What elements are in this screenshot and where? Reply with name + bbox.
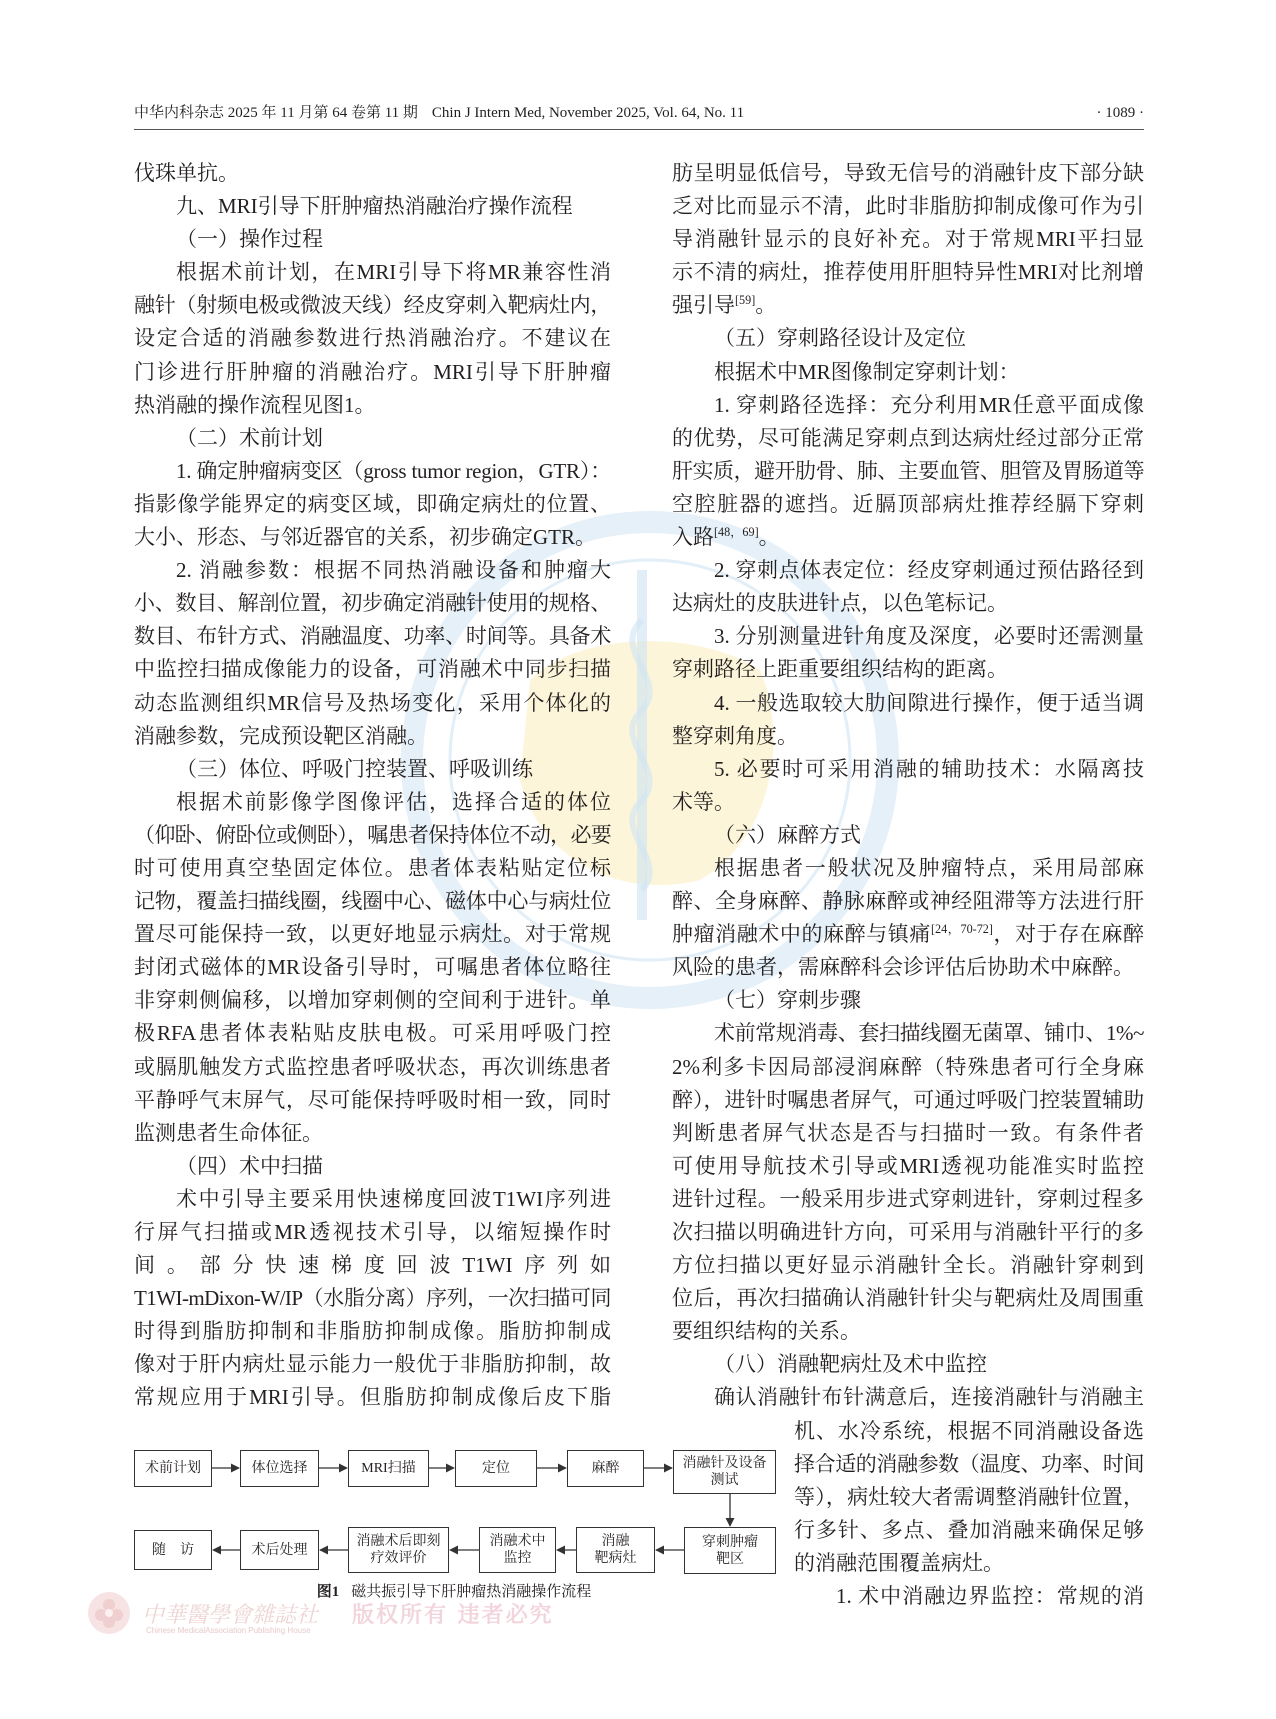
flow-step-intraop-monitor (479, 1527, 556, 1573)
body-line: 消融参数，完成预设靶区消融。 (134, 723, 428, 748)
citation-ref: [24，70-72] (930, 922, 993, 937)
line-text: 肿瘤消融术中的麻醉与镇痛 (672, 922, 931, 947)
body-line: 5. 必要时可采用消融的辅助技术：水隔离技 (714, 756, 1144, 781)
body-line: 数目、布针方式、消融温度、功率、时间等。具备术 (134, 624, 611, 649)
body-line: 平静呼气末屏气，尽可能保持呼吸时相一致，同时 (134, 1087, 611, 1112)
body-line: 醉、全身麻醉、静脉麻醉或神经阻滞等方法进行肝 (672, 889, 1144, 914)
body-line: 风险的患者，需麻醉科会诊评估后协助术中麻醉。 (672, 955, 1134, 980)
body-line: 导消融针显示的良好补充。对于常规MRI平扫显 (672, 227, 1144, 252)
body-line: 根据术中MR图像制定穿刺计划： (714, 359, 1020, 384)
figure-label: 图1 (316, 1584, 340, 1600)
body-line: 置尽可能保持一致，以更好地显示病灶。对于常规 (134, 922, 611, 947)
flow-step-label: 消融术后即刻 (356, 1534, 441, 1549)
flowchart-figure (130, 1440, 780, 1580)
subsection-heading: （四）术中扫描 (176, 1153, 323, 1178)
flow-step-label: 麻醉 (591, 1461, 620, 1476)
body-line: 的优势，尽可能满足穿刺点到达病灶经过部分正常 (672, 425, 1144, 450)
body-line: 要组织结构的关系。 (672, 1319, 861, 1344)
body-line: 间。部分快速梯度回波T1WI序列如 (134, 1253, 611, 1278)
journal-title-cn: 中华内科杂志 2025 年 11 月第 64 卷第 11 期 (134, 105, 418, 121)
running-header (134, 102, 744, 124)
body-line: 融针（射频电极或微波天线）经皮穿刺入靶病灶内， (134, 293, 611, 318)
body-line: 2%利多卡因局部浸润麻醉（特殊患者可行全身麻 (672, 1054, 1144, 1079)
flow-step-anesthesia (567, 1450, 644, 1487)
body-line: 时可使用真空垫固定体位。患者体表粘贴定位标 (134, 855, 611, 880)
line-text: 入路 (672, 525, 714, 550)
flow-step-label: 消融 (601, 1534, 630, 1549)
flow-step-label: 疗效评价 (370, 1551, 427, 1566)
flow-step-label: 定位 (482, 1461, 510, 1476)
left-column (134, 157, 611, 1415)
body-line: 判断患者屏气状态是否与扫描时一致。有条件者 (672, 1120, 1144, 1145)
body-line: 行屏气扫描或MR透视技术引导，以缩短操作时 (134, 1220, 611, 1244)
line-text: ，对于存在麻醉 (992, 922, 1144, 947)
body-line: 极RFA患者体表粘贴皮肤电极。可采用呼吸门控 (134, 1021, 611, 1046)
body-line: 封闭式磁体的MR设备引导时，可嘱患者体位略往 (134, 955, 611, 980)
flow-step-label: 术前计划 (145, 1461, 201, 1476)
body-line: 术中引导主要采用快速梯度回波T1WI序列进 (176, 1186, 611, 1211)
body-line: 醉），进针时嘱患者屏气，可通过呼吸门控装置辅助 (672, 1087, 1144, 1112)
body-line: 小、数目、解剖位置，初步确定消融针使用的规格、 (134, 591, 611, 616)
body-line: 达病灶的皮肤进针点，以色笔标记。 (672, 591, 1008, 616)
body-line: 根据患者一般状况及肿瘤特点，采用局部麻 (714, 855, 1144, 880)
body-line: 肝实质，避开肋骨、肺、主要血管、胆管及胃肠道等 (672, 458, 1144, 483)
body-line: 1. 穿刺路径选择：充分利用MR任意平面成像 (714, 392, 1144, 417)
right-column (672, 157, 1144, 1613)
body-line: 热消融的操作流程见图1。 (134, 392, 376, 417)
body-line: 动态监测组织MR信号及热场变化，采用个体化的 (134, 690, 611, 715)
body-line: 设定合适的消融参数进行热消融治疗。不建议在 (134, 326, 611, 351)
figure-caption-text: 磁共振引导下肝肿瘤热消融操作流程 (351, 1584, 592, 1600)
flow-step-localization (455, 1450, 537, 1487)
line-text: 强引导 (672, 293, 735, 318)
flow-step-label: 术后处理 (251, 1542, 308, 1558)
flow-step-postop-care (240, 1530, 319, 1570)
body-line: 机、水冷系统，根据不同消融设备选 (794, 1418, 1144, 1443)
body-line: 4. 一般选取较大肋间隙进行操作，便于适当调 (714, 690, 1144, 715)
body-line: 或膈肌触发方式监控患者呼吸状态，再次训练患者 (134, 1054, 611, 1079)
body-line: 整穿刺角度。 (672, 723, 798, 748)
body-line: 中监控扫描成像能力的设备，可消融术中同步扫描 (134, 657, 611, 682)
body-line: 确认消融针布针满意后，连接消融针与消融主 (714, 1385, 1144, 1410)
body-line: 非穿刺侧偏移，以增加穿刺侧的空间利于进针。单 (134, 988, 611, 1013)
subsection-heading: （八）消融靶病灶及术中监控 (714, 1352, 987, 1377)
body-line: 时得到脂肪抑制和非脂肪抑制成像。脂肪抑制成 (134, 1319, 611, 1344)
flow-step-needle-test (673, 1450, 776, 1494)
journal-title-en: Chin J Intern Med, November 2025, Vol. 64, No. 11 (431, 105, 745, 121)
body-line: 记物，覆盖扫描线圈，线圈中心、磁体中心与病灶位 (134, 889, 611, 914)
flow-step-label: 监控 (503, 1551, 532, 1566)
body-line: 监测患者生命体征。 (134, 1120, 323, 1145)
body-line: 术等。 (672, 789, 735, 814)
citation-ref: [48，69] (714, 525, 759, 540)
body-line: 常规应用于MRI引导。但脂肪抑制成像后皮下脂 (134, 1385, 611, 1410)
flow-step-puncture (684, 1527, 776, 1574)
body-line: 3. 分别测量进针角度及深度，必要时还需测量 (714, 624, 1144, 649)
body-line: 的消融范围覆盖病灶。 (794, 1550, 1004, 1575)
line-text: 。 (758, 525, 780, 550)
flow-step-label: 测试 (710, 1473, 739, 1488)
body-line: 门诊进行肝肿瘤的消融治疗。MRI引导下肝肿瘤 (134, 359, 611, 384)
body-line: 像对于肝内病灶显示能力一般优于非脂肪抑制，故 (134, 1352, 611, 1377)
body-line: 等），病灶较大者需调整消融针位置， (794, 1484, 1144, 1509)
body-line: 穿刺路径上距重要组织结构的距离。 (672, 657, 1008, 682)
body-line: 伐珠单抗。 (134, 161, 239, 185)
body-line: （仰卧、俯卧位或侧卧），嘱患者保持体位不动，必要 (134, 822, 611, 847)
body-line: 择合适的消融参数（温度、功率、时间 (794, 1451, 1144, 1476)
flow-step-label: 随访 (152, 1542, 208, 1558)
body-line: 行多针、多点、叠加消融来确保足够 (794, 1517, 1144, 1542)
publisher-name-cn: 中華醫學會雜誌社 (142, 1603, 319, 1628)
body-line (672, 521, 1144, 554)
subsection-heading: （三）体位、呼吸门控装置、呼吸训练 (176, 756, 533, 781)
subsection-heading: （六）麻醉方式 (714, 822, 861, 847)
flow-step-label: 消融针及设备 (682, 1456, 767, 1471)
flow-step-positioning (240, 1450, 319, 1487)
body-line: 位后，再次扫描确认消融针针尖与靶病灶及周围重 (672, 1286, 1144, 1311)
body-line: 示不清的病灶，推荐使用肝胆特异性MRI对比剂增 (672, 260, 1144, 285)
flow-step-label: MRI扫描 (361, 1461, 416, 1476)
body-line (672, 918, 1144, 951)
body-line: 乏对比而显示不清，此时非脂肪抑制成像可作为引 (672, 194, 1144, 219)
flow-step-label: 体位选择 (251, 1461, 308, 1476)
flow-step-ablate-target (576, 1527, 655, 1573)
flow-step-preop-plan (134, 1450, 212, 1487)
body-line: 次扫描以明确进针方向，可采用与消融针平行的多 (672, 1220, 1144, 1244)
body-line: 空腔脏器的遮挡。近膈顶部病灶推荐经膈下穿刺 (672, 491, 1144, 516)
body-line: 根据术前影像学图像评估，选择合适的体位 (176, 789, 611, 814)
flow-step-label: 靶病灶 (594, 1551, 637, 1566)
body-line (672, 289, 1144, 322)
subsection-heading: （二）术前计划 (176, 425, 323, 450)
body-line: 1. 术中消融边界监控：常规的消 (836, 1584, 1144, 1609)
subsection-heading: （一）操作过程 (176, 227, 323, 252)
flow-step-follow-up (134, 1530, 212, 1570)
body-line: 指影像学能界定的病变区域，即确定病灶的位置、 (134, 491, 611, 516)
publisher-name-en: Chinese MedicalAssociation Publishing House (146, 1626, 311, 1635)
subsection-heading: （七）穿刺步骤 (714, 988, 861, 1013)
body-line: T1WI-mDixon-W/IP（水脂分离）序列，一次扫描可同 (134, 1286, 611, 1311)
flow-step-mri-scan (348, 1450, 429, 1487)
header-rule (134, 129, 1144, 130)
body-line: 2. 消融参数：根据不同热消融设备和肿瘤大 (176, 558, 611, 583)
body-line: 肪呈明显低信号，导致无信号的消融针皮下部分缺 (672, 161, 1144, 185)
flow-step-label: 靶区 (716, 1551, 744, 1567)
citation-ref: [59] (735, 293, 756, 308)
flow-step-label: 穿刺肿瘤 (702, 1534, 758, 1550)
body-line: 1. 确定肿瘤病变区（gross tumor region，GTR）： (176, 458, 611, 483)
body-line: 根据术前计划，在MRI引导下将MR兼容性消 (176, 260, 611, 285)
line-text: 。 (755, 293, 777, 318)
section-heading: 九、MRI引导下肝肿瘤热消融治疗操作流程 (176, 194, 573, 219)
copyright-notice: 版权所有 违者必究 (352, 1603, 554, 1628)
body-line: 可使用导航技术引导或MRI透视功能准实时监控 (672, 1153, 1144, 1178)
flow-step-postop-eval (348, 1527, 449, 1573)
body-line: 方位扫描以更好显示消融针全长。消融针穿刺到 (672, 1253, 1144, 1278)
page-number: · 1089 · (1096, 105, 1144, 121)
subsection-heading: （五）穿刺路径设计及定位 (714, 326, 966, 351)
publisher-logo-icon (86, 1590, 132, 1636)
body-line: 大小、形态、与邻近器官的关系，初步确定GTR。 (134, 525, 596, 550)
body-line: 2. 穿刺点体表定位：经皮穿刺通过预估路径到 (714, 558, 1144, 583)
body-line: 进针过程。一般采用步进式穿刺进针，穿刺过程多 (672, 1186, 1144, 1211)
flow-step-label: 消融术中 (489, 1534, 546, 1549)
body-line: 术前常规消毒、套扫描线圈无菌罩、铺巾、1%~ (714, 1021, 1144, 1046)
